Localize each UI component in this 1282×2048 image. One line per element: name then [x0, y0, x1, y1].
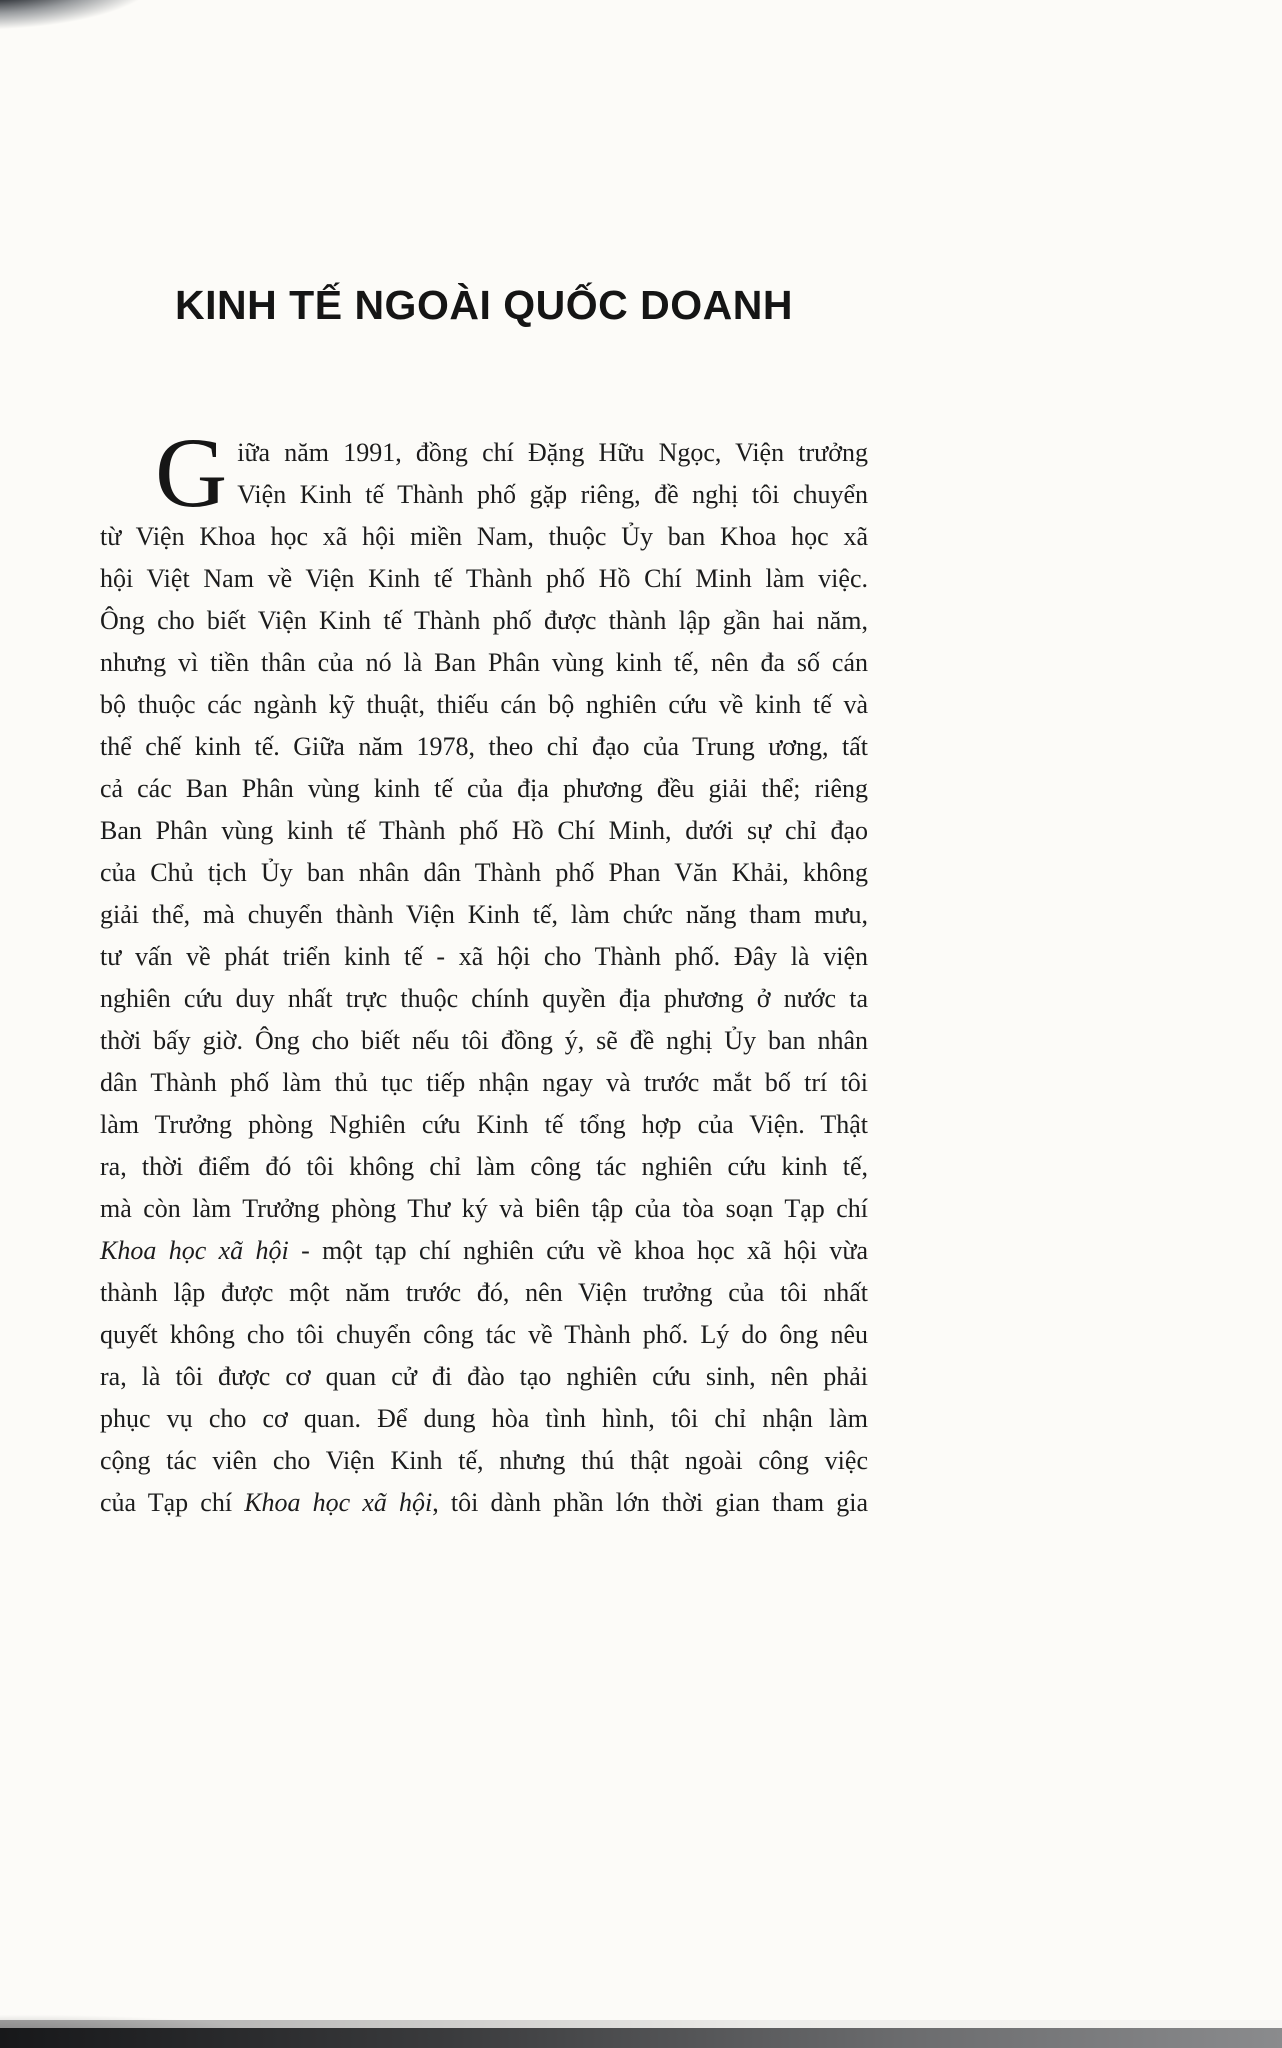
text-line [100, 1230, 868, 1272]
text-line [100, 642, 868, 684]
text-segment: của Chủ tịch Ủy ban nhân dân Thành phố Phan Văn Khải, không [100, 858, 868, 887]
text-segment: giải thể, mà chuyển thành Viện Kinh tế, làm chức năng tham mưu, [100, 900, 868, 929]
text-line [100, 1272, 868, 1314]
text-line [100, 516, 868, 558]
text-segment: mà còn làm Trưởng phòng Thư ký và biên tập của tòa soạn Tạp chí [100, 1194, 868, 1223]
text-segment: thời bấy giờ. Ông cho biết nếu tôi đồng ý, sẽ đề nghị Ủy ban nhân [100, 1026, 868, 1055]
text-segment: tư vấn về phát triển kinh tế - xã hội cho Thành phố. Đây là viện [100, 942, 868, 971]
paragraph [100, 417, 869, 1524]
text-segment: Viện Kinh tế Thành phố gặp riêng, đề nghị tôi chuyển [237, 480, 868, 509]
text-line [100, 726, 868, 768]
text-line [100, 978, 868, 1020]
text-segment: hội Việt Nam về Viện Kinh tế Thành phố Hồ Chí Minh làm việc. [100, 564, 868, 593]
text-line [100, 1482, 868, 1524]
text-segment: bộ thuộc các ngành kỹ thuật, thiếu cán bộ nghiên cứu về kinh tế và [100, 690, 868, 719]
text-line [100, 600, 868, 642]
text-segment: iữa năm 1991, đồng chí Đặng Hữu Ngọc, Viện trưởng [237, 438, 868, 467]
text-segment: ra, là tôi được cơ quan cử đi đào tạo nghiên cứu sinh, nên phải [100, 1362, 868, 1391]
text-line [100, 1104, 868, 1146]
text-segment: cả các Ban Phân vùng kinh tế của địa phương đều giải thể; riêng [100, 774, 868, 803]
text-segment: Ông cho biết Viện Kinh tế Thành phố được thành lập gần hai năm, [100, 606, 868, 635]
text-line [100, 852, 868, 894]
journal-name-italic: Khoa học xã hội [100, 1236, 289, 1265]
text-segment: ra, thời điểm đó tôi không chỉ làm công tác nghiên cứu kinh tế, [100, 1152, 868, 1181]
scan-edge-strip [0, 2028, 1282, 2048]
text-line [100, 1020, 868, 1062]
text-line [100, 1062, 868, 1104]
text-line [100, 894, 868, 936]
text-segment: thể chế kinh tế. Giữa năm 1978, theo chỉ đạo của Trung ương, tất [100, 732, 868, 761]
text-line [100, 810, 868, 852]
text-line [100, 1146, 868, 1188]
text-segment: quyết không cho tôi chuyển công tác về Thành phố. Lý do ông nêu [100, 1320, 868, 1349]
text-line [100, 1314, 868, 1356]
text-line [100, 1356, 868, 1398]
text-segment: phục vụ cho cơ quan. Để dung hòa tình hình, tôi chỉ nhận làm [100, 1404, 868, 1433]
text-segment: dân Thành phố làm thủ tục tiếp nhận ngay và trước mắt bố trí tôi [100, 1068, 868, 1097]
text-segment: làm Trưởng phòng Nghiên cứu Kinh tế tổng hợp của Viện. Thật [100, 1110, 868, 1139]
text-segment: cộng tác viên cho Viện Kinh tế, nhưng thú thật ngoài công việc [100, 1446, 868, 1475]
text-line [100, 558, 868, 600]
text-segment: - một tạp chí nghiên cứu về khoa học xã hội vừa [288, 1236, 869, 1265]
text-line [100, 768, 868, 810]
text-segment: Ban Phân vùng kinh tế Thành phố Hồ Chí Minh, dưới sự chỉ đạo [100, 816, 868, 845]
drop-cap: G [155, 417, 228, 528]
journal-name-italic: Khoa học xã hội [244, 1488, 433, 1517]
text-segment: nhưng vì tiền thân của nó là Ban Phân vùng kinh tế, nên đa số cán [100, 648, 868, 677]
text-segment: thành lập được một năm trước đó, nên Viện trưởng của tôi nhất [100, 1278, 868, 1307]
text-line [100, 1440, 868, 1482]
text-line [100, 684, 868, 726]
text-segment: nghiên cứu duy nhất trực thuộc chính quyền địa phương ở nước ta [100, 984, 868, 1013]
text-column [100, 0, 868, 1524]
text-line [100, 936, 868, 978]
text-line [100, 1188, 868, 1230]
text-segment: của Tạp chí [100, 1488, 245, 1517]
text-segment: , tôi dành phần lớn thời gian tham gia [432, 1488, 869, 1517]
text-line [100, 1398, 868, 1440]
page-title: KINH TẾ NGOÀI QUỐC DOANH [175, 282, 793, 328]
text-segment: từ Viện Khoa học xã hội miền Nam, thuộc Ủy ban Khoa học xã [100, 522, 868, 551]
